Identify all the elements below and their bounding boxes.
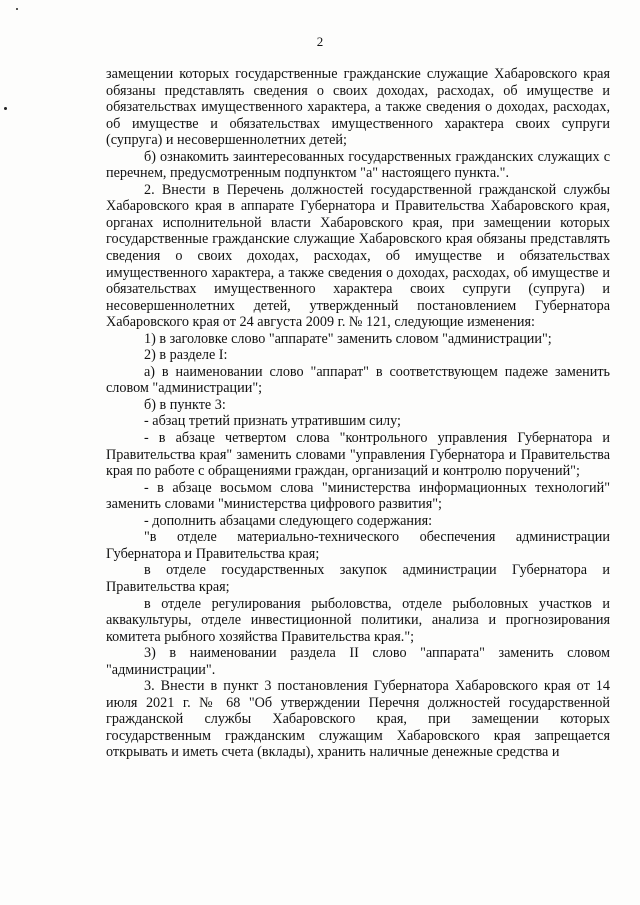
paragraph: в отделе регулирования рыболовства, отделе рыболовных участков и аквакультуры, отделе инвестиционной политики, анализа и прогнозирования комитета рыбного хозяйства Правительства края."; — [106, 595, 610, 645]
paragraph: "в отделе материально-технического обеспечения администрации Губернатора и Правительства края; — [106, 529, 610, 562]
paragraph: - в абзаце четвертом слова "контрольного управления Губернатора и Правительства края" заменить словами "управления Губернатора и Правительства края по работе с обращениями граждан, организаций и контролю поручений"; — [106, 430, 610, 480]
paragraph: 3) в наименовании раздела II слово "аппарата" заменить словом "администрации". — [106, 645, 610, 678]
paragraph: замещении которых государственные гражданские служащие Хабаровского края обязаны представлять сведения о своих доходах, расходах, об имуществе и обязательствах имущественного характера, а также сведения о доходах, расходах, об имуществе и обязательствах имущественного характера своих супруги (супруга) и несовершеннолетних детей; — [106, 66, 610, 149]
paragraph: б) ознакомить заинтересованных государственных гражданских служащих с перечнем, предусмотренным подпунктом "а" настоящего пункта.". — [106, 148, 610, 182]
paragraph: а) в наименовании слово "аппарат" в соответствующем падеже заменить словом "администрации"; — [106, 363, 610, 397]
paragraph: в отделе государственных закупок администрации Губернатора и Правительства края; — [106, 562, 610, 595]
scan-speck — [4, 107, 7, 110]
paragraph: - в абзаце восьмом слова "министерства информационных технологий" заменить словами "министерства цифрового развития"; — [106, 479, 610, 513]
paragraph: - дополнить абзацами следующего содержания: — [144, 512, 433, 529]
document-body — [106, 66, 610, 761]
paragraph: - абзац третий признать утратившим силу; — [144, 413, 401, 430]
paragraph: 2) в разделе I: — [144, 347, 228, 364]
paragraph: б) в пункте 3: — [144, 396, 226, 413]
scan-speck — [16, 8, 18, 10]
page-number: 2 — [316, 34, 324, 49]
paragraph: 3. Внести в пункт 3 постановления Губернатора Хабаровского края от 14 июля 2021 г. № 68 "Об утверждении Перечня должностей государственной гражданской службы Хабаровского края, при замещении которых государственным гражданским служащим Хабаровского края запрещается открывать и иметь счета (вклады), хранить наличные денежные средства и — [106, 678, 610, 761]
paragraph: 1) в заголовке слово "аппарате" заменить словом "администрации"; — [144, 330, 552, 347]
paragraph: 2. Внести в Перечень должностей государственной гражданской службы Хабаровского края в аппарате Губернатора и Правительства Хабаровского края, органах исполнительной власти Хабаровского края, при замещении которых государственные гражданские служащие Хабаровского края обязаны представлять сведения о своих доходах, расходах, об имуществе и обязательствах имущественного характера, а также сведения о доходах, расходах, об имуществе и обязательствах имущественного характера своих супруги (супруга) и несовершеннолетних детей, утвержденный постановлением Губернатора Хабаровского края от 24 августа 2009 г. № 121, следующие изменения: — [106, 181, 610, 331]
